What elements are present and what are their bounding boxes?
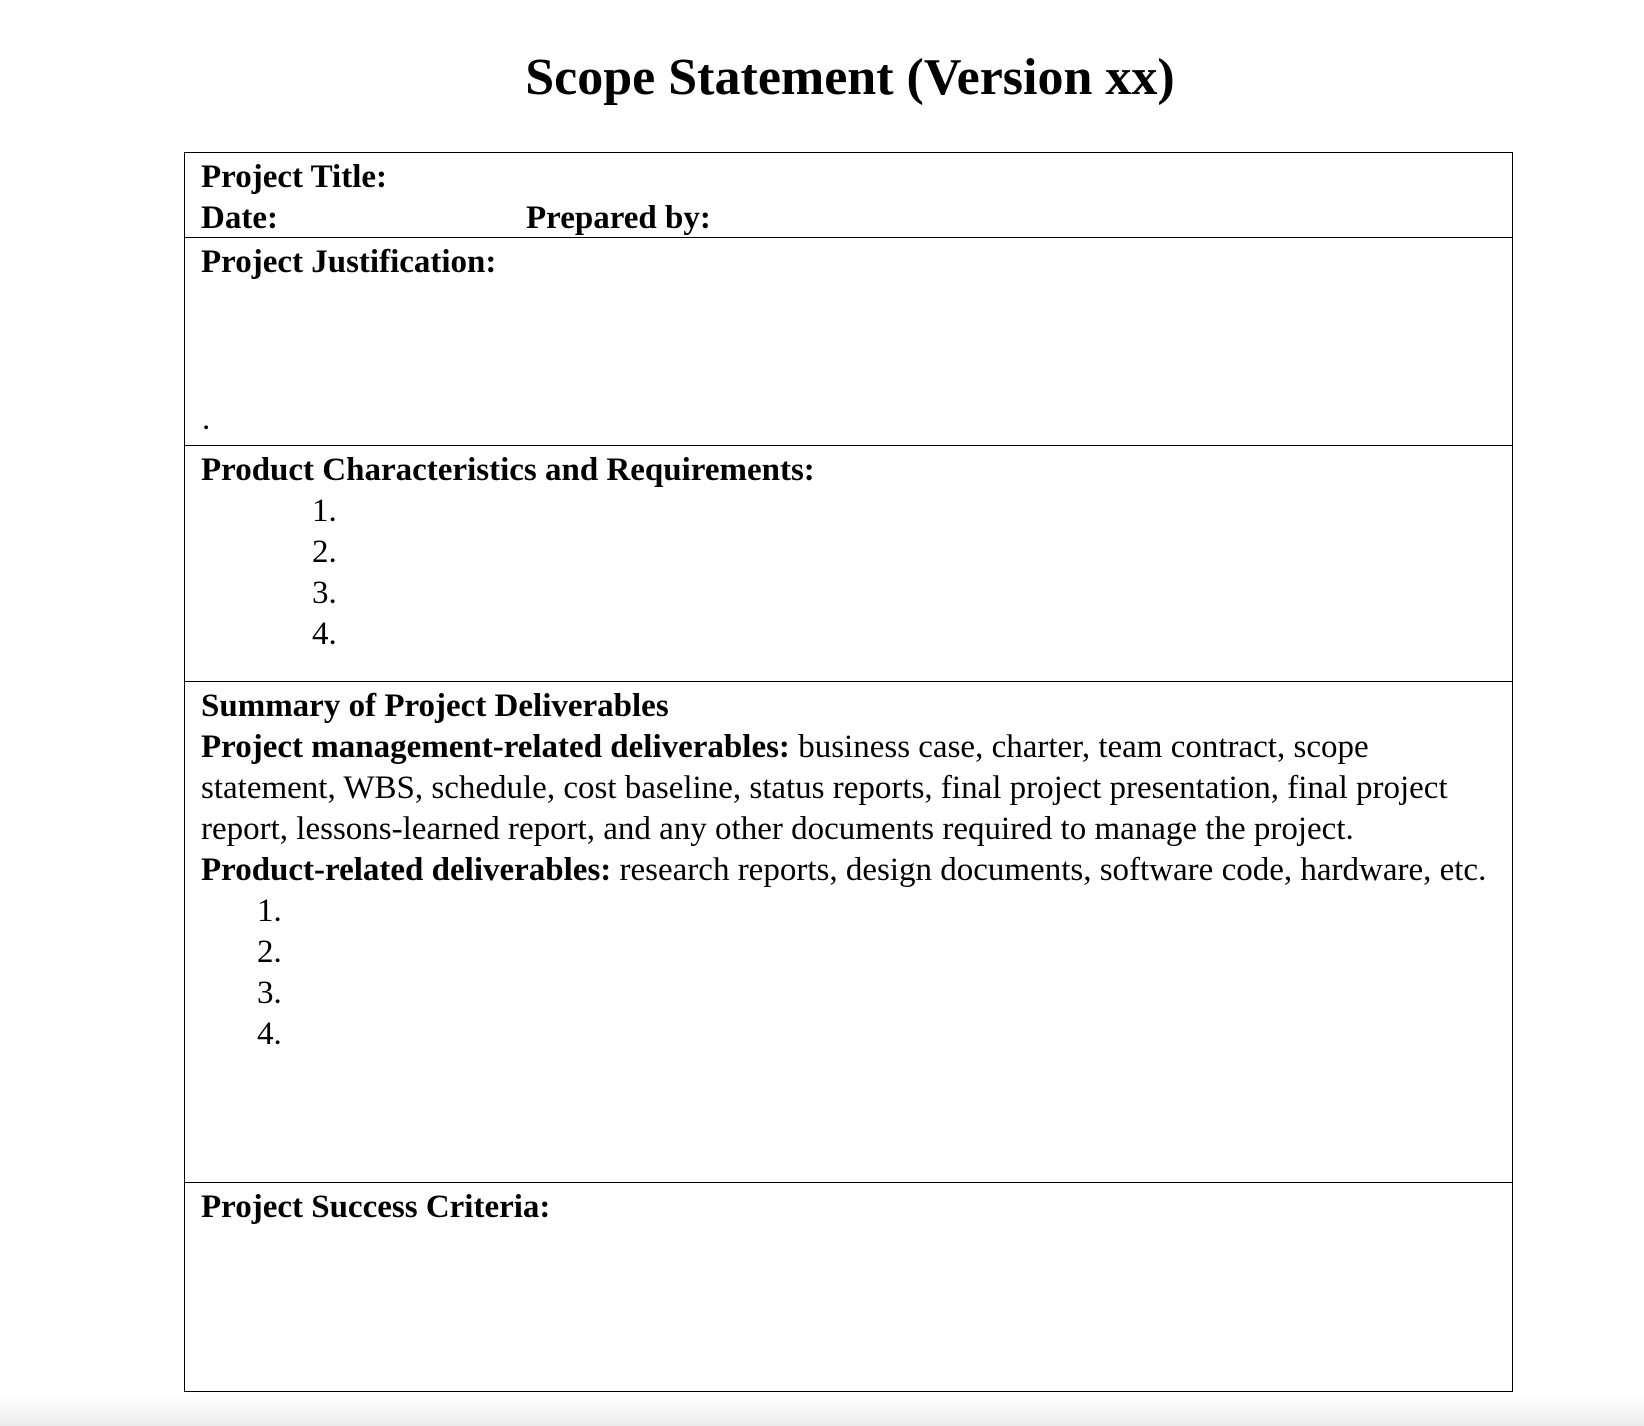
success-criteria-label: Project Success Criteria:	[201, 1189, 551, 1225]
project-title-label: Project Title:	[201, 159, 388, 195]
list-item: 4.	[312, 616, 337, 652]
list-item: 4.	[257, 1016, 282, 1052]
deliverables-section	[185, 682, 1512, 1183]
pm-deliverables-paragraph	[201, 727, 1496, 850]
justification-section	[185, 238, 1512, 446]
page-bottom-shadow	[0, 1396, 1644, 1426]
date-prepared-line	[201, 198, 1496, 239]
prepared-by-label: Prepared by:	[526, 200, 711, 236]
characteristics-list	[201, 491, 1496, 655]
list-item: 3.	[312, 575, 337, 611]
deliverables-heading: Summary of Project Deliverables	[201, 688, 669, 724]
stray-dot: .	[202, 401, 211, 437]
list-item: 1.	[257, 893, 282, 929]
success-criteria-section	[185, 1183, 1512, 1391]
deliverables-list	[201, 891, 1496, 1055]
list-item: 3.	[257, 975, 282, 1011]
header-section	[185, 153, 1512, 238]
list-item: 2.	[257, 934, 282, 970]
pm-deliverables-text: business case, charter, team contract, scope statement, WBS, schedule, cost baseline, status reports, final project presentation, final project report, lessons-learned report, and any other documents required to manage the project.	[201, 729, 1448, 847]
pm-deliverables-label: Project management-related deliverables:	[201, 729, 790, 765]
list-item: 2.	[312, 534, 337, 570]
characteristics-label: Product Characteristics and Requirements:	[201, 452, 815, 488]
product-deliverables-label: Product-related deliverables:	[201, 852, 612, 888]
justification-label: Project Justification:	[201, 244, 497, 280]
scope-form-table	[184, 152, 1513, 1392]
product-deliverables-paragraph	[201, 850, 1496, 891]
product-deliverables-text: research reports, design documents, software code, hardware, etc.	[611, 852, 1487, 888]
list-item: 1.	[312, 493, 337, 529]
characteristics-section	[185, 446, 1512, 682]
date-label: Date:	[201, 200, 278, 236]
page-title: Scope Statement (Version xx)	[525, 49, 1175, 106]
